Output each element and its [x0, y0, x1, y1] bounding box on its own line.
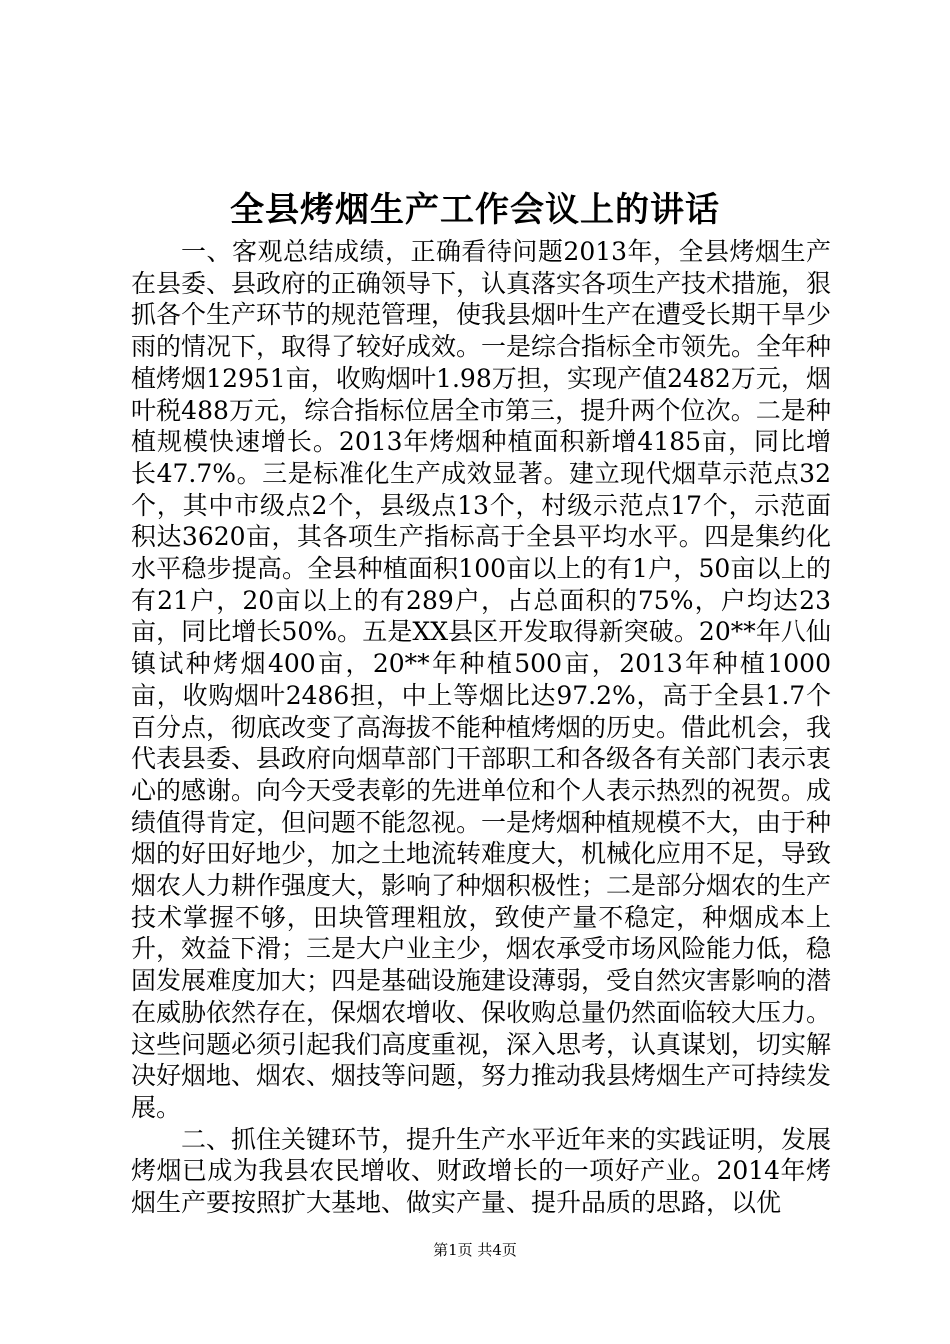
paragraph-1: 一、客观总结成绩，正确看待问题2013年，全县烤烟生产在县委、县政府的正确领导下，认真落实各项生产技术措施，狠抓各个生产环节的规范管理，使我县烟叶生产在遭受长期干旱少雨的情况下，取得了较好成效。一是综合指标全市领先。全年种植烤烟12951亩，收购烟叶1.98万担，实现产值2482万元，烟叶税488万元，综合指标位居全市第三，提升两个位次。二是种植规模快速增长。2013年烤烟种植面积新增4185亩，同比增长47.7%。三是标准化生产成效显著。建立现代烟草示范点32个，其中市级点2个，县级点13个，村级示范点17个，示范面积达3620亩，其各项生产指标高于全县平均水平。四是集约化水平稳步提高。全县种植面积100亩以上的有1户，50亩以上的有21户，20亩以上的有289户，占总面积的75%，户均达23亩，同比增长50%。五是XX县区开发取得新突破。20**年八仙镇试种烤烟400亩，20**年种植500亩，2013年种植1000亩，收购烟叶2486担，中上等烟比达97.2%，高于全县1.7个百分点，彻底改变了高海拔不能种植烤烟的历史。借此机会，我代表县委、县政府向烟草部门干部职工和各级各有关部门表示衷心的感谢。向今天受表彰的先进单位和个人表示热烈的祝贺。成绩值得肯定，但问题不能忽视。一是烤烟种植规模不大，由于种烟的好田好地少，加之土地流转难度大，机械化应用不足，导致烟农人力耕作强度大，影响了种烟积极性；二是部分烟农的生产技术掌握不够，田块管理粗放，致使产量不稳定，种烟成本上升，效益下滑；三是大户业主少，烟农承受市场风险能力低，稳固发展难度加大；四是基础设施建设薄弱，受自然灾害影响的潜在威胁依然存在，保烟农增收、保收购总量仍然面临较大压力。这些问题必须引起我们高度重视，深入思考，认真谋划，切实解决好烟地、烟农、烟技等问题，努力推动我县烤烟生产可持续发展。	[131, 237, 832, 1122]
document-title: 全县烤烟生产工作会议上的讲话	[230, 190, 720, 230]
paragraph-2: 二、抓住关键环节，提升生产水平近年来的实践证明，发展烤烟已成为我县农民增收、财政增长的一项好产业。2014年烤烟生产要按照扩大基地、做实产量、提升品质的思路，以优	[131, 1124, 832, 1218]
page-number-footer: 第1页 共4页	[433, 1241, 517, 1259]
document-body	[131, 236, 831, 1219]
